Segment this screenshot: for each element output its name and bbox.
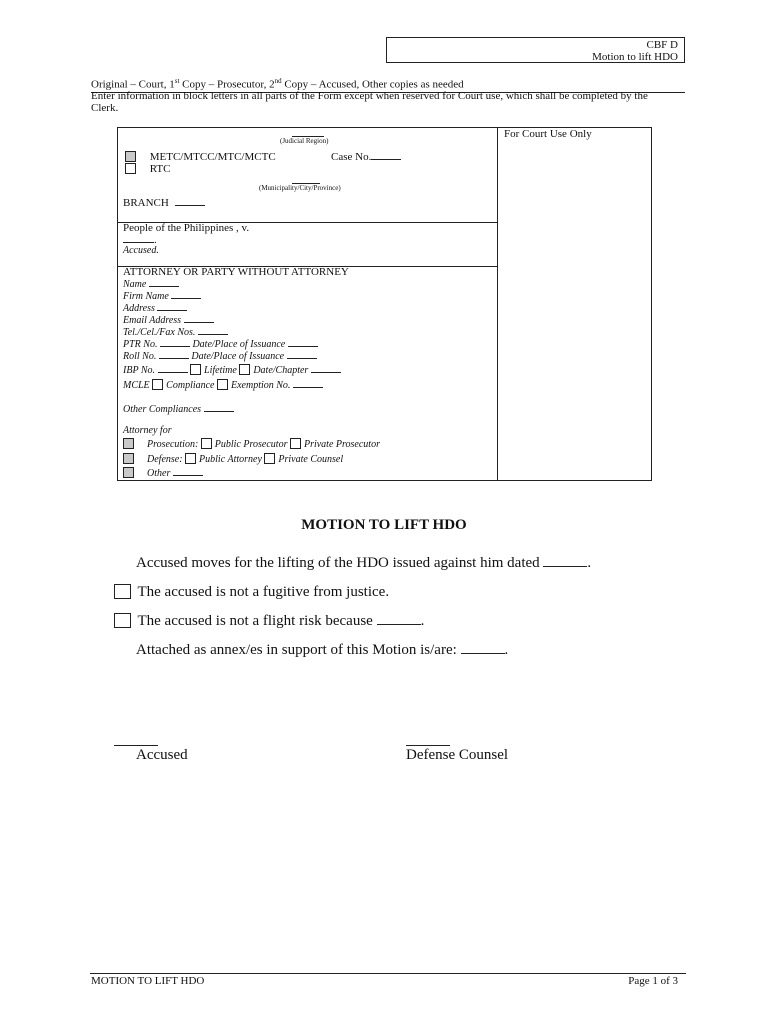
court-type-2-checkbox[interactable] — [125, 163, 136, 174]
accused-signature-line[interactable] — [114, 745, 158, 746]
ground-2-row: The accused is not a flight risk because . — [114, 613, 424, 630]
court-type-row-1 — [125, 151, 276, 163]
private-counsel-checkbox[interactable] — [264, 453, 275, 464]
exemption-checkbox[interactable] — [217, 379, 228, 390]
lifetime-checkbox[interactable] — [190, 364, 201, 375]
email-row: Email Address — [123, 315, 493, 327]
accused-label: Accused. — [123, 245, 159, 256]
roll-field[interactable] — [159, 358, 189, 359]
ptr-row: PTR No. Date/Place of Issuance — [123, 339, 493, 351]
footer-rule — [90, 973, 686, 974]
court-type-2-label: RTC — [149, 163, 171, 175]
branch-field[interactable] — [175, 205, 205, 206]
branch-row — [123, 197, 205, 209]
email-field[interactable] — [184, 322, 214, 323]
form-code: CBF D — [646, 39, 678, 51]
ground-2-checkbox[interactable] — [114, 613, 131, 628]
instructions: Enter information in block letters in all parts of the Form except when reserved for Court use, which shall be completed by the Clerk. — [91, 90, 648, 114]
address-row: Address — [123, 303, 493, 315]
annex-row: Attached as annex/es in support of this Motion is/are: . — [136, 642, 509, 658]
ibp-row: IBP No. Lifetime Date/Chapter — [123, 364, 493, 377]
defense-row: Defense: Public Attorney Private Counsel — [123, 453, 493, 466]
motion-title: MOTION TO LIFT HDO — [301, 517, 467, 533]
date-chapter-checkbox[interactable] — [239, 364, 250, 375]
page-number: Page 1 of 3 — [628, 975, 678, 987]
accused-name-field[interactable] — [123, 242, 154, 243]
private-prosecutor-checkbox[interactable] — [290, 438, 301, 449]
case-no-row — [331, 151, 401, 163]
public-prosecutor-checkbox[interactable] — [201, 438, 212, 449]
counsel-signature-label: Defense Counsel — [406, 747, 509, 763]
compliance-checkbox[interactable] — [152, 379, 163, 390]
attorney-name-row: Name — [123, 279, 493, 291]
court-type-1-checkbox[interactable] — [125, 151, 136, 162]
other-checkbox[interactable] — [123, 467, 134, 478]
mcle-row: MCLE Compliance Exemption No. — [123, 379, 493, 392]
ptr-field[interactable] — [160, 346, 190, 347]
annex-field[interactable] — [461, 653, 505, 654]
hdo-date-field[interactable] — [543, 566, 587, 567]
address-field[interactable] — [157, 310, 187, 311]
flight-risk-reason-field[interactable] — [377, 624, 421, 625]
firm-name-row: Firm Name — [123, 291, 493, 303]
court-type-row-2 — [125, 163, 170, 175]
form-name: Motion to lift HDO — [592, 51, 678, 63]
judicial-region-label: (Judicial Region) — [280, 137, 329, 145]
other-compliances-row: Other Compliances — [123, 404, 493, 416]
attorney-for-label: Attorney for — [123, 425, 172, 436]
parties-label: People of the Philippines , v. — [123, 222, 250, 234]
attorney-heading: ATTORNEY OR PARTY WITHOUT ATTORNEY — [123, 266, 349, 278]
defense-checkbox[interactable] — [123, 453, 134, 464]
roll-date-field[interactable] — [287, 358, 317, 359]
other-row: Other — [123, 467, 493, 480]
footer-title: MOTION TO LIFT HDO — [91, 975, 205, 987]
branch-label: BRANCH — [123, 197, 169, 209]
tel-row: Tel./Cel./Fax Nos. — [123, 327, 493, 339]
form-code-box — [386, 37, 685, 63]
firm-name-field[interactable] — [171, 298, 201, 299]
date-chapter-field[interactable] — [311, 372, 341, 373]
ibp-field[interactable] — [158, 372, 188, 373]
ground-1-checkbox[interactable] — [114, 584, 131, 599]
ground-1-row: The accused is not a fugitive from justice. — [114, 584, 389, 601]
court-type-1-label: METC/MTCC/MTC/MCTC — [149, 151, 276, 163]
other-compliances-field[interactable] — [204, 411, 234, 412]
counsel-signature-line[interactable] — [406, 745, 450, 746]
ptr-date-field[interactable] — [288, 346, 318, 347]
roll-row: Roll No. Date/Place of Issuance — [123, 351, 493, 363]
attorney-fields — [123, 279, 493, 480]
court-use-label: For Court Use Only — [504, 128, 592, 140]
municipality-label: (Municipality/City/Province) — [259, 184, 341, 192]
prosecution-row: Prosecution: Public Prosecutor Private Prosecutor — [123, 438, 493, 451]
copies-line: Original – Court, 1st Copy – Prosecutor, 2nd Copy – Accused, Other copies as needed — [91, 75, 685, 93]
attorney-name-field[interactable] — [149, 286, 179, 287]
other-field[interactable] — [173, 475, 203, 476]
tel-field[interactable] — [198, 334, 228, 335]
caption-divider-vertical — [497, 127, 498, 481]
public-attorney-checkbox[interactable] — [185, 453, 196, 464]
prosecution-checkbox[interactable] — [123, 438, 134, 449]
motion-line-1: Accused moves for the lifting of the HDO issued against him dated . — [136, 555, 592, 571]
case-no-label: Case No. — [331, 151, 372, 163]
exemption-field[interactable] — [293, 387, 323, 388]
case-no-field[interactable] — [371, 159, 401, 160]
accused-name-row: . — [123, 234, 157, 246]
accused-signature-label: Accused — [136, 747, 188, 763]
